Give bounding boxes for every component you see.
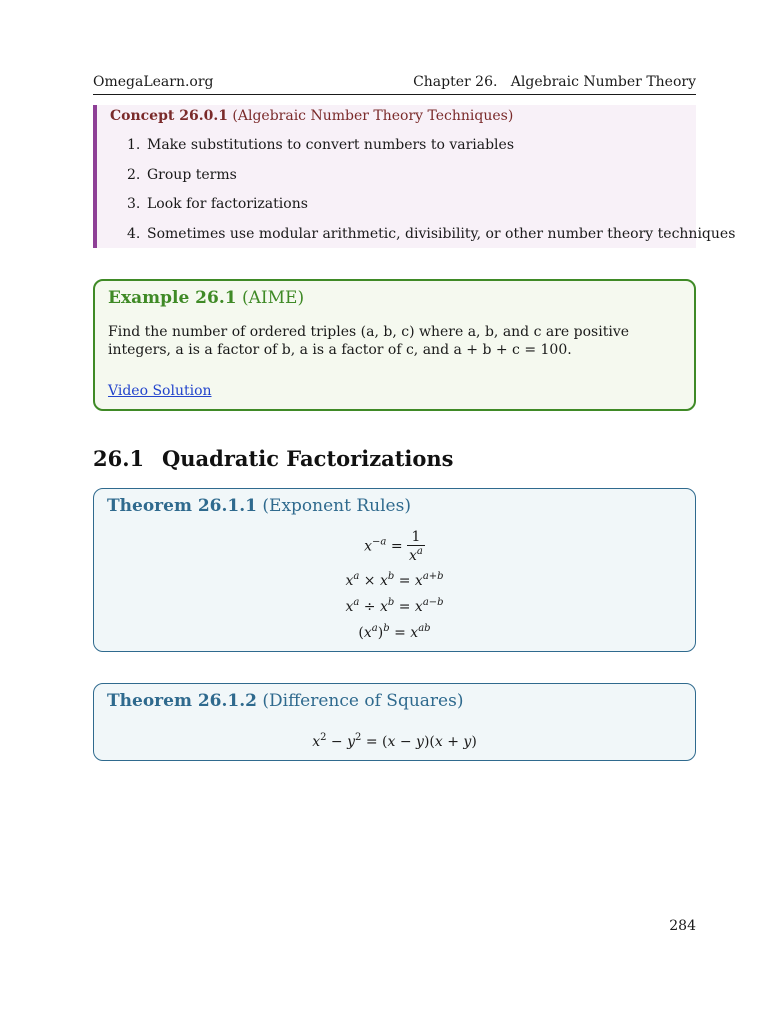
theorem-label: Theorem 26.1.1	[107, 496, 257, 516]
theorem-difference-of-squares-box	[93, 683, 696, 761]
theorem-title	[107, 496, 411, 516]
example-label: Example 26.1	[108, 288, 237, 308]
list-item	[127, 226, 735, 256]
list-item-number: 4.	[127, 225, 141, 242]
list-item	[127, 167, 735, 197]
running-header	[93, 73, 696, 95]
header-site-name: OmegaLearn.org	[93, 74, 214, 90]
header-chapter-title: Chapter 26. Algebraic Number Theory	[413, 74, 696, 90]
concept-subtitle: (Algebraic Number Theory Techniques)	[232, 108, 514, 124]
theorem-subtitle: (Exponent Rules)	[262, 496, 411, 516]
section-title: Quadratic Factorizations	[162, 446, 454, 471]
equation-negative-exponent: $x^{-a}$ = $\frac{1}{x^a}$	[364, 529, 423, 564]
concept-title	[110, 108, 513, 124]
concept-box	[93, 105, 736, 248]
list-item-text: Make substitutions to convert numbers to variables	[147, 137, 515, 153]
example-subtitle: (AIME)	[242, 288, 305, 308]
equation-quotient-rule: $x^a \div x^b = x^{a-b}$	[345, 597, 444, 615]
theorem-exponent-rules-box	[93, 488, 696, 652]
example-box	[93, 279, 696, 411]
example-title	[108, 288, 304, 308]
theorem-label: Theorem 26.1.2	[107, 691, 257, 711]
equation-power-rule: $(x^a)^b = x^{ab}$	[358, 623, 431, 641]
list-item-text: Group terms	[147, 166, 237, 183]
video-solution-link[interactable]: Video Solution	[108, 383, 212, 399]
equation-product-rule: $x^a \times x^b = x^{a+b}$	[345, 571, 444, 589]
list-item-text: Look for factorizations	[147, 196, 308, 212]
page-number: 284	[669, 918, 696, 934]
example-problem-text: Find the number of ordered triples (a, b, c) where a, b, and c are positive integers, a is a factor of b, a is a factor of c, and a + b + c = 100.	[108, 324, 630, 358]
concept-label: Concept 26.0.1	[110, 108, 228, 124]
list-item-number: 3.	[127, 196, 141, 212]
list-item-number: 1.	[127, 137, 141, 153]
theorem-title	[107, 691, 463, 711]
equation-difference-of-squares: $x^2 - y^2 = (x - y)(x + y)$	[312, 732, 477, 750]
concept-list	[127, 137, 735, 255]
list-item	[127, 196, 735, 226]
section-number: 26.1	[93, 446, 145, 471]
list-item-text: Sometimes use modular arithmetic, divisibility, or other number theory techniques	[147, 225, 736, 242]
list-item	[127, 137, 735, 167]
theorem-subtitle: (Difference of Squares)	[262, 691, 464, 711]
section-heading	[93, 446, 454, 471]
list-item-number: 2.	[127, 166, 141, 183]
